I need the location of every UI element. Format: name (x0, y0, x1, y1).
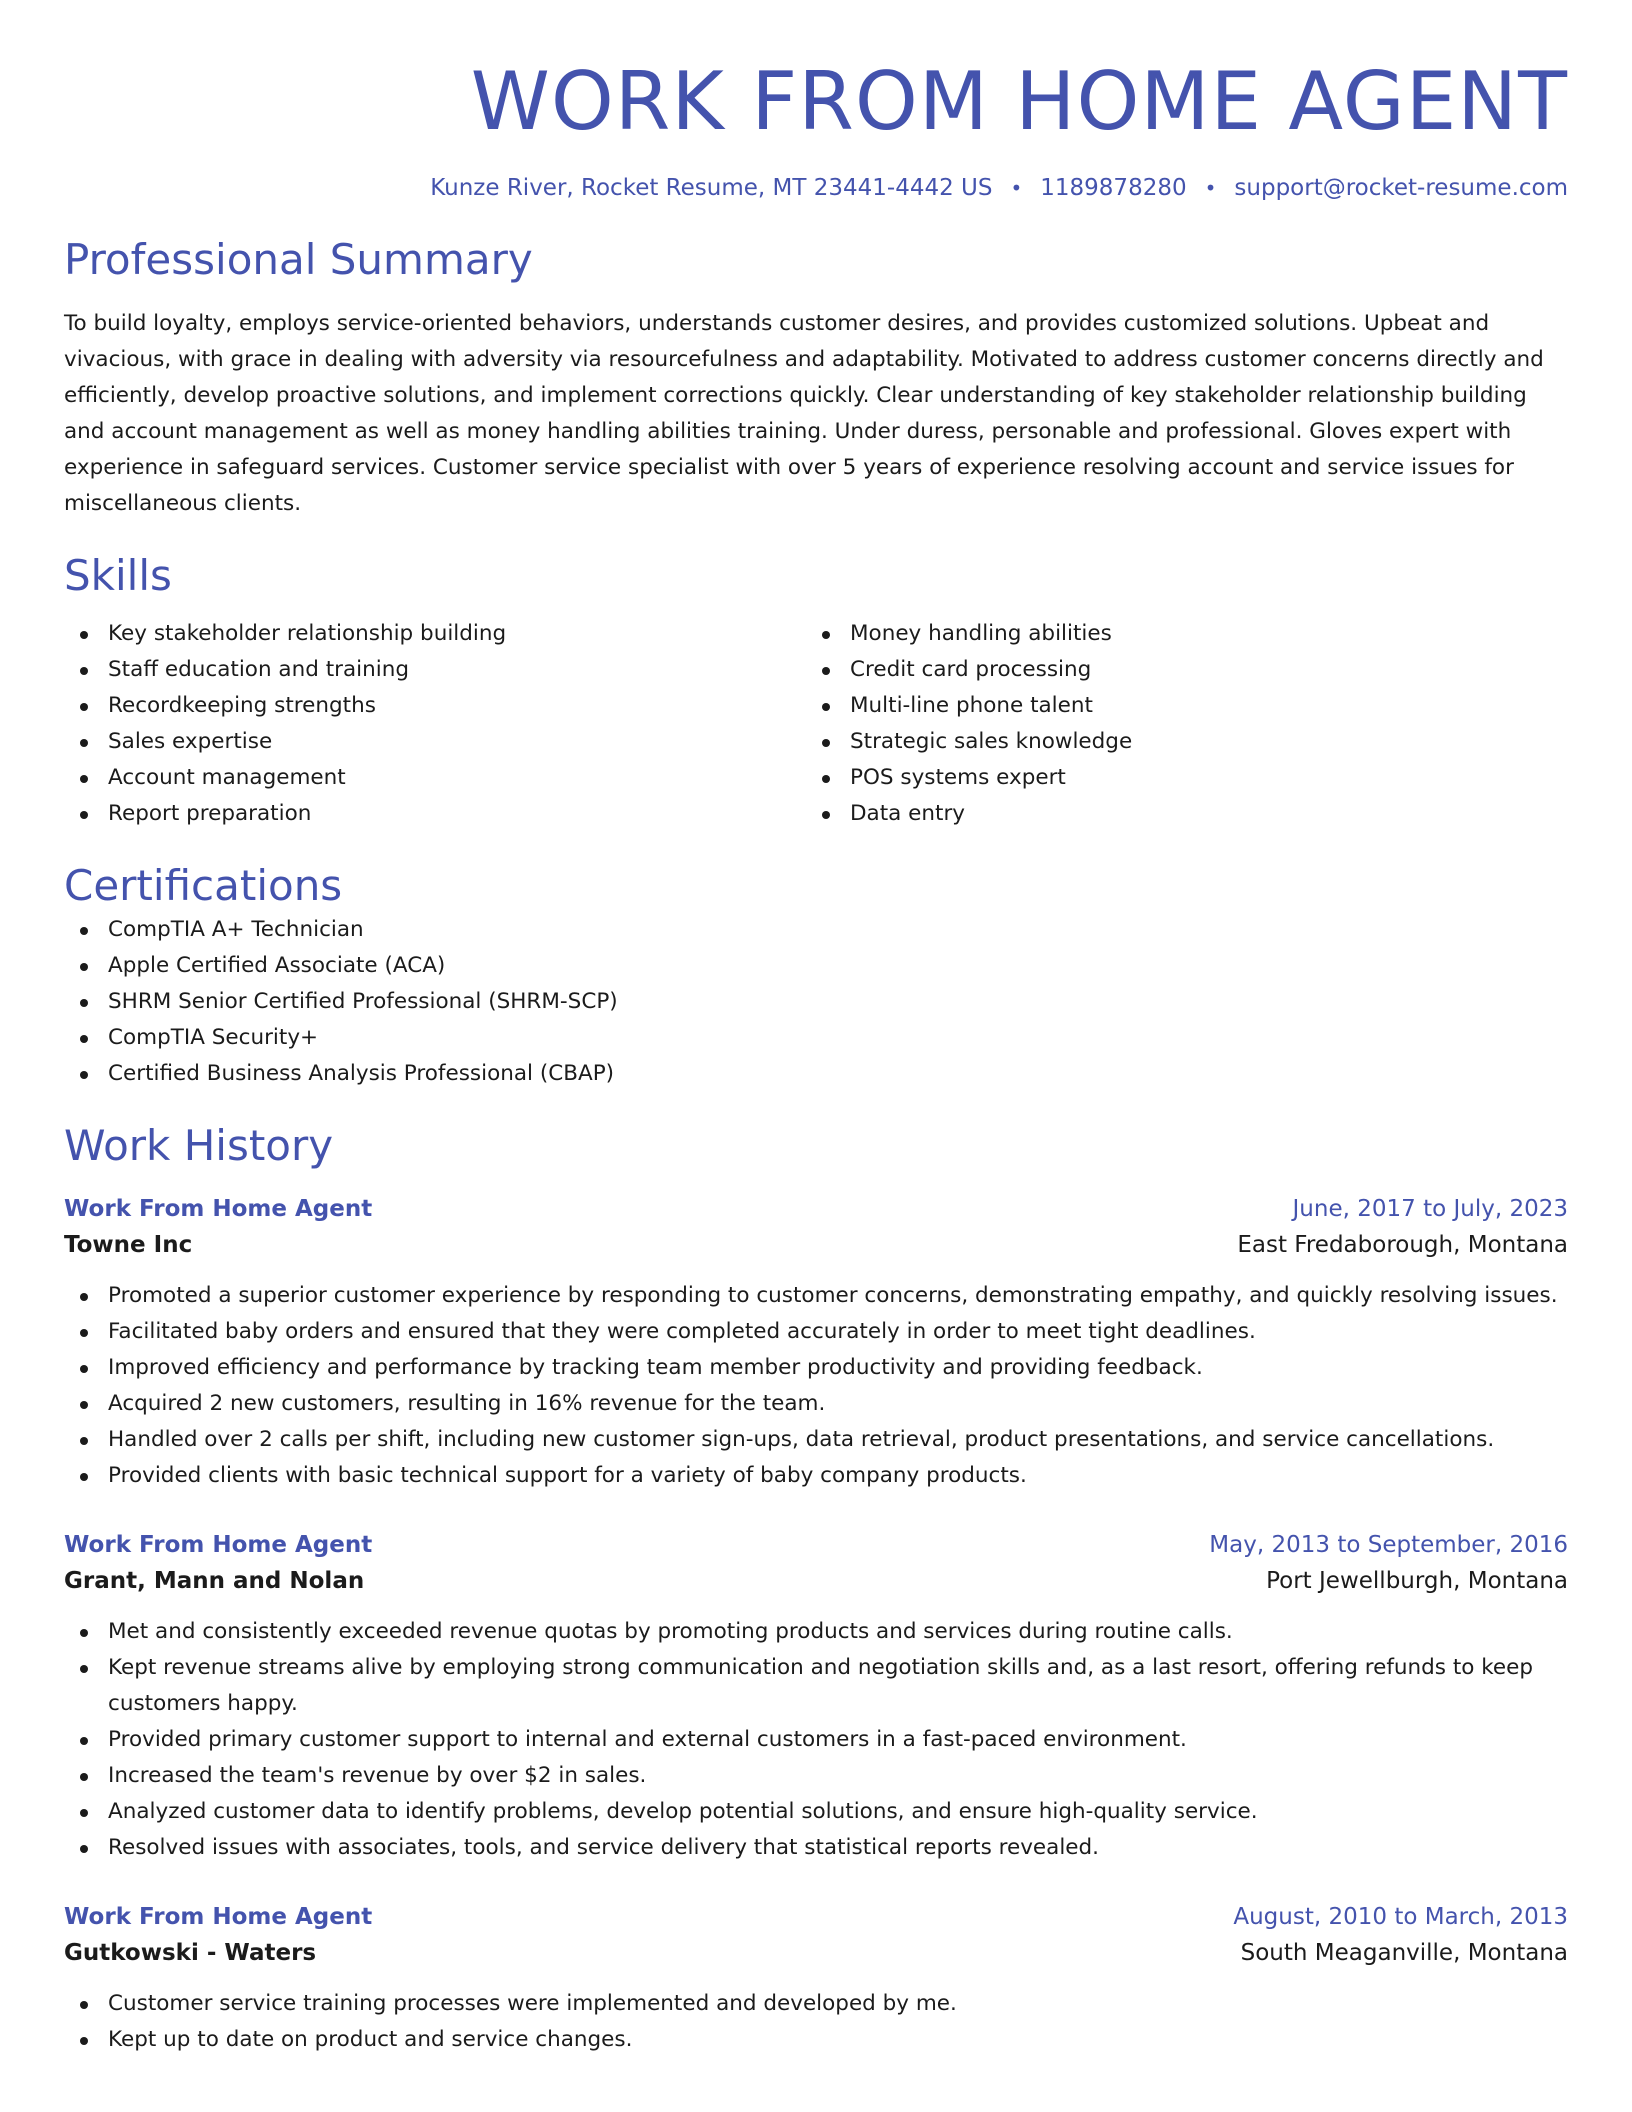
certifications-heading: Certifications (64, 861, 343, 910)
separator-dot: • (1010, 176, 1023, 200)
skills-grid (64, 616, 1568, 832)
skill-item: Money handling abilities (806, 616, 1548, 652)
job-title: Work From Home Agent (64, 1532, 373, 1558)
job-company: Towne Inc (64, 1232, 193, 1258)
certification-item: CompTIA Security+ (64, 1020, 1568, 1056)
contact-email: support@rocket-resume.com (1234, 175, 1568, 201)
contact-address: Kunze River, Rocket Resume, MT 23441-4442 US (430, 175, 993, 201)
certification-item: CompTIA A+ Technician (64, 912, 1568, 948)
job-bullet: Increased the team's revenue by over $2 in sales. (64, 1758, 1568, 1794)
skill-item: Credit card processing (806, 652, 1548, 688)
job-bullets (64, 1614, 1568, 1866)
job-bullets (64, 1278, 1568, 1494)
skill-item: POS systems expert (806, 760, 1548, 796)
certification-item: Apple Certified Associate (ACA) (64, 948, 1568, 984)
job-bullet: Resolved issues with associates, tools, and service delivery that statistical reports revealed. (64, 1830, 1568, 1866)
skill-item: Sales expertise (64, 724, 806, 760)
job-location: East Fredaborough, Montana (1237, 1232, 1568, 1258)
job-entry (64, 1528, 1568, 1866)
skills-left-list (64, 616, 806, 832)
job-bullet: Acquired 2 new customers, resulting in 16% revenue for the team. (64, 1386, 1568, 1422)
work-history-heading: Work History (64, 1121, 334, 1170)
job-company-row (64, 1934, 1568, 1972)
job-dates: May, 2013 to September, 2016 (1209, 1532, 1568, 1558)
certification-item: SHRM Senior Certified Professional (SHRM-SCP) (64, 984, 1568, 1020)
job-bullets (64, 1986, 1568, 2058)
job-entry (64, 1900, 1568, 2058)
job-location: Port Jewellburgh, Montana (1266, 1568, 1568, 1594)
job-dates: June, 2017 to July, 2023 (1292, 1196, 1568, 1222)
skill-item: Data entry (806, 796, 1548, 832)
contact-phone: 1189878280 (1040, 175, 1187, 201)
skill-item: Staff education and training (64, 652, 806, 688)
job-bullet: Facilitated baby orders and ensured that they were completed accurately in order to meet tight deadlines. (64, 1314, 1568, 1350)
job-bullet: Met and consistently exceeded revenue quotas by promoting products and services during routine calls. (64, 1614, 1568, 1650)
skills-right-list (806, 616, 1548, 832)
job-bullet: Provided clients with basic technical support for a variety of baby company products. (64, 1458, 1568, 1494)
job-bullet: Improved efficiency and performance by tracking team member productivity and providing feedback. (64, 1350, 1568, 1386)
job-location: South Meaganville, Montana (1240, 1940, 1568, 1966)
job-company-row (64, 1562, 1568, 1600)
skill-item: Report preparation (64, 796, 806, 832)
job-bullet: Kept up to date on product and service changes. (64, 2022, 1568, 2058)
job-title-row (64, 1528, 1568, 1562)
job-title-row (64, 1900, 1568, 1934)
job-entry (64, 1192, 1568, 1494)
skills-heading: Skills (64, 551, 172, 600)
job-title: Work From Home Agent (64, 1904, 373, 1930)
job-bullet: Handled over 2 calls per shift, including new customer sign-ups, data retrieval, product presentations, and service cancellations. (64, 1422, 1568, 1458)
skill-item: Account management (64, 760, 806, 796)
job-title-row (64, 1192, 1568, 1226)
job-company: Gutkowski - Waters (64, 1940, 317, 1966)
resume-header (64, 0, 1568, 204)
summary-heading: Professional Summary (64, 235, 533, 284)
certification-item: Certified Business Analysis Professional (CBAP) (64, 1056, 1568, 1092)
job-bullet: Analyzed customer data to identify problems, develop potential solutions, and ensure high-quality service. (64, 1794, 1568, 1830)
summary-text: To build loyalty, employs service-oriented behaviors, understands customer desires, and provides customized solutions. Upbeat and vivacious, with grace in dealing with adversity via resourcefulness and adaptability. Motivated to address customer concerns directly and efficiently, develop proactive solutions, and implement corrections quickly. Clear understanding of key stakeholder relationship building and account management as well as money handling abilities training. Under duress, personable and professional. Gloves expert with experience in safeguard services. Customer service specialist with over 5 years of experience resolving account and service issues for miscellaneous clients. (64, 311, 1544, 516)
contact-line (64, 172, 1568, 204)
job-bullet: Customer service training processes were implemented and developed by me. (64, 1986, 1568, 2022)
skill-item: Recordkeeping strengths (64, 688, 806, 724)
certifications-list (64, 912, 1568, 1092)
job-bullet: Kept revenue streams alive by employing strong communication and negotiation skills and, as a last resort, offering refunds to keep customers happy. (64, 1650, 1568, 1722)
skill-item: Strategic sales knowledge (806, 724, 1548, 760)
candidate-name: WORK FROM HOME AGENT (470, 55, 1568, 148)
job-company: Grant, Mann and Nolan (64, 1568, 365, 1594)
job-company-row (64, 1226, 1568, 1264)
job-title: Work From Home Agent (64, 1196, 373, 1222)
skill-item: Multi-line phone talent (806, 688, 1548, 724)
skill-item: Key stakeholder relationship building (64, 616, 806, 652)
job-bullet: Promoted a superior customer experience by responding to customer concerns, demonstrating empathy, and quickly resolving issues. (64, 1278, 1568, 1314)
job-bullet: Provided primary customer support to internal and external customers in a fast-paced environment. (64, 1722, 1568, 1758)
separator-dot: • (1204, 176, 1217, 200)
job-dates: August, 2010 to March, 2013 (1233, 1904, 1568, 1930)
